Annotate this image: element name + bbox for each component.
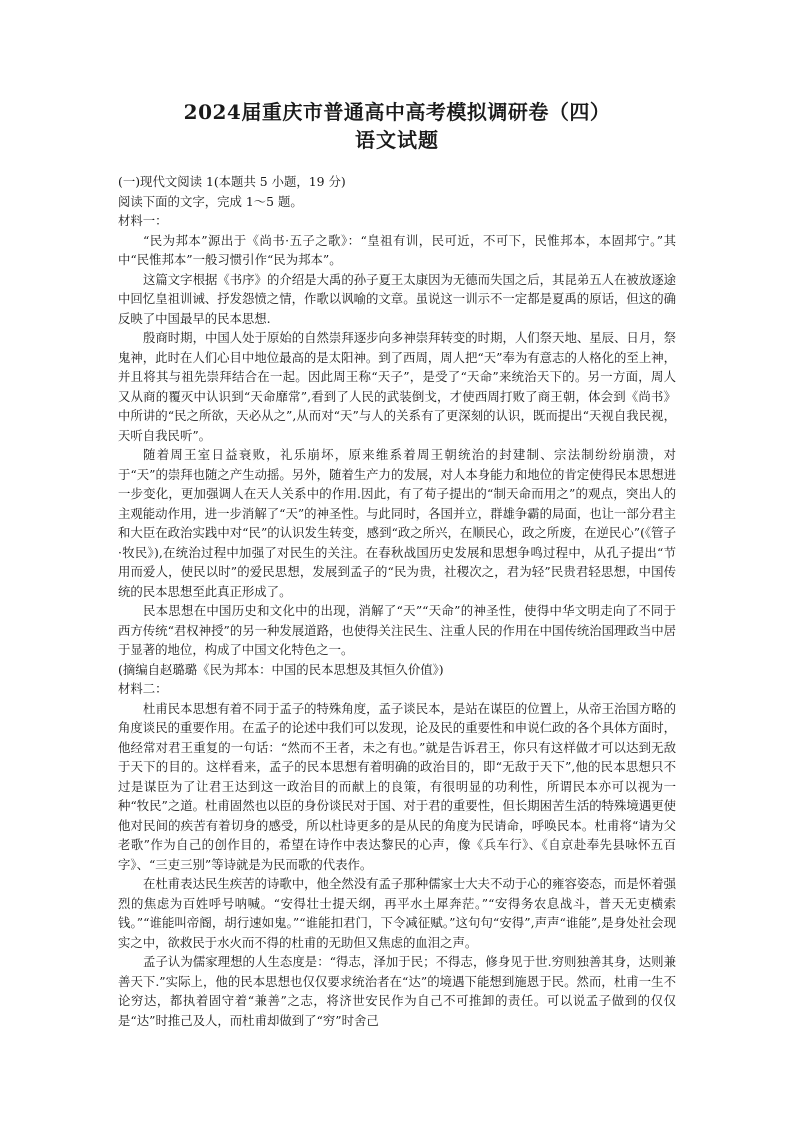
material1-source: (摘编自赵璐璐《民为邦本：中国的民本思想及其恒久价值》) xyxy=(118,661,444,677)
material2-paragraph: 杜甫民本思想有着不同于孟子的特殊角度，孟子谈民本，是站在谋臣的位置上，从帝王治国方略的角度谈民的重要作用。在孟子的论述中我们可以发现，论及民的重要性和申说仁政的各个具体方面时，他经常对君王重复的一句话：“然而不王者，未之有也。”就是告诉君王，你只有这样做才可以达到无敌于天下的目的。这样看来，孟子的民本思想有着明确的政治目的，即“无敌于天下”,他的民本思想只不过是谋臣为了让君王达到这一政治目的而献上的良策，有很明显的功利性，所谓民本亦可以视为一种“牧民”之道。杜甫固然也以臣的身份谈民对于国、对于君的重要性，但长期困苦生活的特殊境遇更使他对民间的疾苦有着切身的感受，所以杜诗更多的是从民的角度为民请命，呼唤民本。杜甫将“请为父老歌”作为自己的创作目的，希望在诗作中表达黎民的心声，像《兵车行》、《自京赴奉先县咏怀五百字》、“三吏三别”等诗就是为民而歌的代表作。 xyxy=(118,700,676,872)
material2-paragraph: 孟子认为儒家理想的人生态度是：“得志，泽加于民；不得志，修身见于世.穷则独善其身，达则兼善天下.”实际上，他的民本思想也仅仅要求统治者在“达”的境遇下能想到施恩于民。然而，杜甫一生不论穷达，都执着固守着“兼善”之志，将济世安民作为自己不可推卸的责任。可以说孟子做到的仅仅是“达”时推己及人，而杜甫却做到了“穷”时舍己 xyxy=(118,954,676,1028)
section-heading: (一)现代文阅读 1(本题共 5 小题，19 分) xyxy=(118,174,346,189)
instruction: 阅读下面的文字，完成 1～5 题。 xyxy=(118,193,303,209)
material2-paragraph: 在杜甫表达民生疾苦的诗歌中，他全然没有孟子那种儒家士大夫不动于心的雍容姿态，而是怀着强烈的焦虑为百姓呼号呐喊。“安得壮士提天纲，再平水土犀奔茫。”“安得务农息战斗，普天无吏横索钱。”“谁能叫帝阍，胡行速如鬼。”“谁能扣君门，下令减征赋。”这句句“安得”,声声“谁能”,是身处社会现实之中，欲救民于水火而不得的杜甫的无助但又焦虑的血泪之声。 xyxy=(118,876,676,950)
material1-paragraph: 这篇文字根据《书序》的介绍是大禹的孙子夏王太康因为无德而失国之后，其昆弟五人在被放逐途中回忆皇祖训诫、抒发怨愤之情，作歌以讽喻的文章。虽说这一训示不一定都是夏禹的原话，但这的确反映了中国最早的民本思想. xyxy=(118,271,676,326)
exam-body xyxy=(118,172,676,1030)
material1-paragraph: 随着周王室日益衰败，礼乐崩坏，原来维系着周王朝统治的封建制、宗法制纷纷崩溃，对于“天”的崇拜也随之产生动摇。另外，随着生产力的发展，对人本身能力和地位的肯定使得民本思想进一步变化，更加强调人在天人关系中的作用.因此，有了荀子提出的“制天命而用之”的观点，突出人的主观能动作用，进一步消解了“天”的神圣性。与此同时，各国并立，群雄争霸的局面，也让一部分君主和大臣在政治实践中对“民”的认识发生转变，感到“政之所兴，在顺民心，政之所废，在逆民心”(《管子·牧民》),在统治过程中加强了对民生的关注。在春秋战国历史发展和思想争鸣过程中，从孔子提出“节用而爱人，使民以时”的爱民思想，发展到孟子的“民为贵，社稷次之，君为轻”民贵君轻思想，中国传统的民本思想至此真正形成了。 xyxy=(118,447,676,599)
material1-paragraph: “民为邦本”源出于《尚书·五子之歌》：“皇祖有训，民可近，不可下，民惟邦本，本固邦宁。”其中“民惟邦本”一般习惯引作“民为邦本”。 xyxy=(118,232,676,267)
material2-label: 材料二： xyxy=(118,681,168,696)
material1-paragraph: 民本思想在中国历史和文化中的出现，消解了“天”“天命”的神圣性，使得中华文明走向了不同于西方传统“君权神授”的另一种发展道路，也使得关注民生、注重人民的作用在中国传统治国理政当中居于显著的地位，构成了中国文化特色之一。 xyxy=(118,603,676,657)
material1-paragraph: 殷商时期，中国人处于原始的自然崇拜逐步向多神崇拜转变的时期，人们祭天地、星辰、日月，祭鬼神，此时在人们心目中地位最高的是太阳神。到了西周，周人把“天”奉为有意志的人格化的至上神，并且将其与祖先崇拜结合在一起。因此周王称“天子”，是受了“天命”来统治天下的。另一方面，周人又从商的覆灭中认识到“天命靡常”,看到了人民的武装倒戈，才使西周打败了商王朝，体会到《尚书》中所讲的“民之所欲，天必从之”,从而对“天”与人的关系有了更深刻的认识，既而提出“天视自我民视，天听自我民听”。 xyxy=(118,330,676,443)
exam-title: 2024届重庆市普通高中高考模拟调研卷（四） xyxy=(183,100,611,124)
exam-subtitle: 语文试题 xyxy=(355,128,439,152)
material1-label: 材料一： xyxy=(118,213,168,228)
